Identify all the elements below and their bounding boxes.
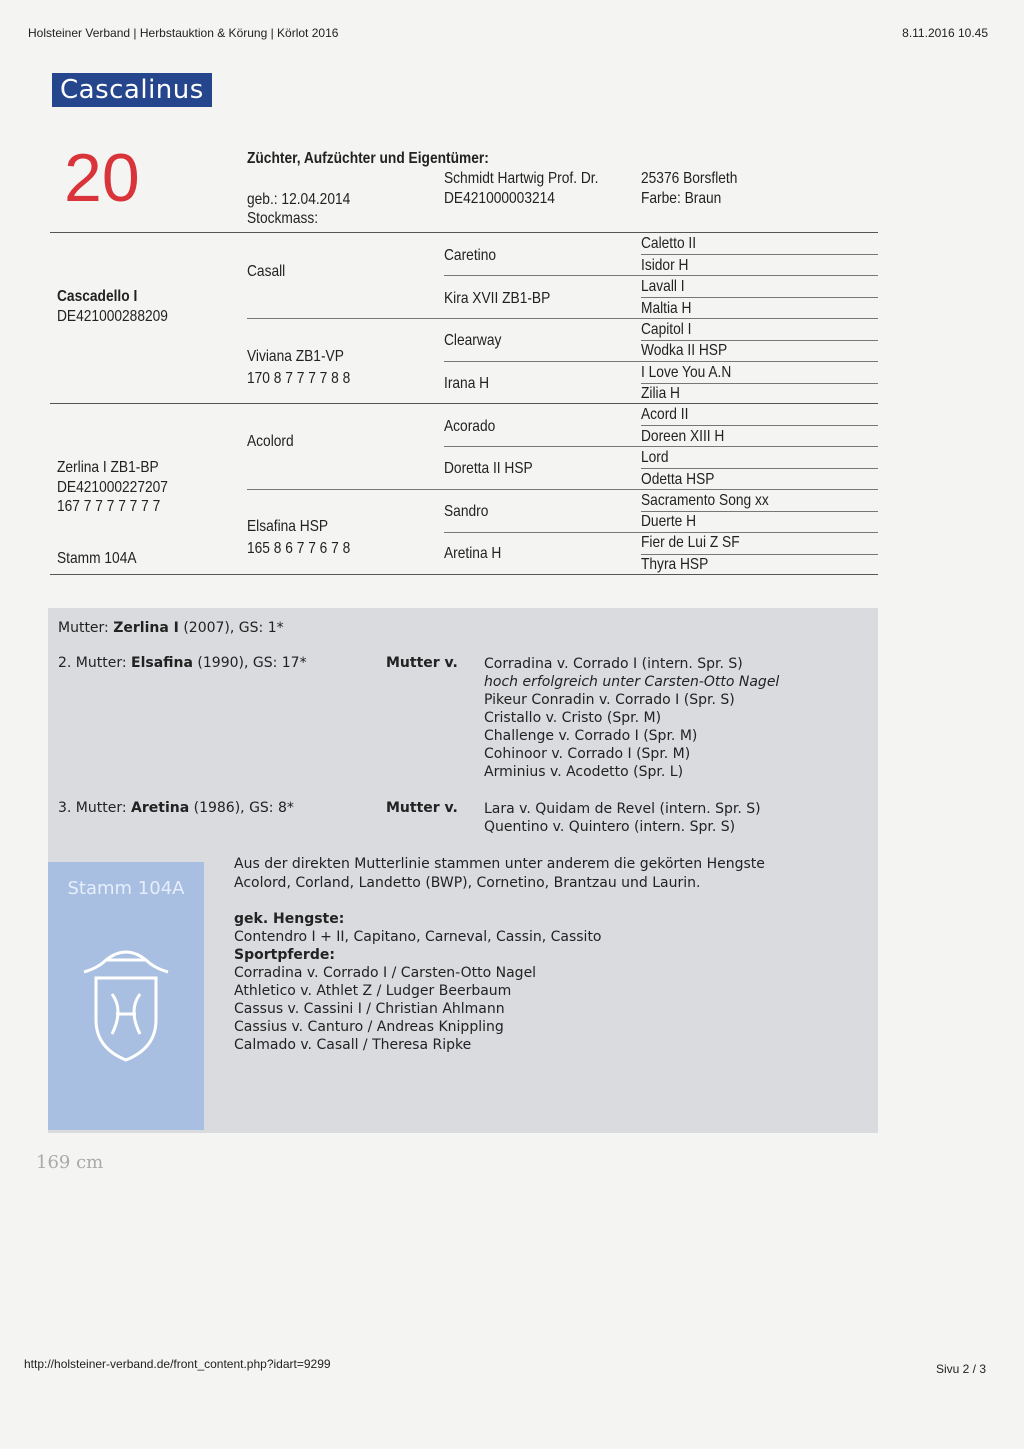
pedigree-mid-rule: [50, 403, 878, 404]
gen3-rule-1: [444, 275, 878, 276]
sire-dam-scores: 170 8 7 7 7 7 8 8: [247, 370, 351, 387]
gen4-entry: Lavall I: [641, 278, 685, 295]
gen4-entry: Capitol I: [641, 321, 692, 338]
ruler-text: 169 cm: [36, 1152, 104, 1173]
coat-color: Farbe: Braun: [641, 190, 722, 207]
breeder-label: Züchter, Aufzüchter und Eigentümer:: [247, 150, 489, 167]
gen4-entry: Maltia H: [641, 300, 692, 317]
stamm-details: [234, 910, 602, 1054]
gen3-entry: Kira XVII ZB1-BP: [444, 290, 551, 307]
gen4-entry: Fier de Lui Z SF: [641, 534, 740, 551]
gen4-entry: Thyra HSP: [641, 556, 709, 573]
gen4-rule-3: [641, 340, 878, 341]
dam-2-offspring-list: [484, 655, 779, 781]
gen4-entry: Caletto II: [641, 235, 697, 252]
gen3-rule-2: [444, 361, 878, 362]
pedigree-bottom-rule: [50, 574, 878, 575]
dam-3-line: 3. Mutter: Aretina (1986), GS: 8*: [58, 800, 294, 816]
offspring-item: Arminius v. Acodetto (Spr. L): [484, 764, 684, 780]
gen3-entry: Caretino: [444, 247, 497, 264]
gen3-entry: Aretina H: [444, 545, 502, 562]
dam-stamm: Stamm 104A: [57, 550, 137, 567]
gen4-entry: Acord II: [641, 406, 689, 423]
gen3-entry: Irana H: [444, 375, 490, 392]
sire-dam-name: Viviana ZB1-VP: [247, 348, 344, 365]
sport-horses-label: Sportpferde:: [234, 947, 335, 963]
pedigree-top-rule: [50, 232, 878, 233]
sire-id: DE421000288209: [57, 308, 168, 325]
sire-name: Cascadello I: [57, 288, 138, 305]
stallions-label: gek. Hengste:: [234, 911, 345, 927]
gen4-rule-2: [641, 297, 878, 298]
catalogue-number: 20: [64, 140, 140, 216]
sport-horse-item: Cassus v. Cassini I / Christian Ahlmann: [234, 1001, 505, 1017]
page-indicator: Sivu 2 / 3: [935, 1362, 986, 1376]
gen4-entry: Isidor H: [641, 257, 689, 274]
offspring-item: Corradina v. Corrado I (intern. Spr. S): [484, 656, 743, 672]
offspring-item: Lara v. Quidam de Revel (intern. Spr. S): [484, 801, 761, 817]
gen3-rule-4: [444, 532, 878, 533]
gen4-rule-4: [641, 383, 878, 384]
breeder-city: 25376 Borsfleth: [641, 170, 738, 187]
sport-horse-item: Athletico v. Athlet Z / Ludger Beerbaum: [234, 983, 512, 999]
gen2-rule-1: [247, 318, 878, 319]
gen4-rule-5: [641, 425, 878, 426]
dam-dam-name: Elsafina HSP: [247, 518, 329, 535]
dam-2-offspring-label: Mutter v.: [386, 655, 458, 671]
offspring-item: Pikeur Conradin v. Corrado I (Spr. S): [484, 692, 735, 708]
dam-3-offspring-label: Mutter v.: [386, 800, 458, 816]
sport-horse-item: Cassius v. Canturo / Andreas Knippling: [234, 1019, 504, 1035]
dam-id: DE421000227207: [57, 479, 168, 496]
gen2-rule-2: [247, 489, 878, 490]
dam-3-offspring-list: [484, 800, 761, 836]
gen4-entry: Odetta HSP: [641, 471, 715, 488]
horse-name: Cascalinus: [52, 73, 212, 107]
stockmass: Stockmass:: [247, 210, 319, 227]
gen3-entry: Acorado: [444, 418, 496, 435]
birth-date: geb.: 12.04.2014: [247, 191, 351, 208]
breeder-name: Schmidt Hartwig Prof. Dr.: [444, 170, 599, 187]
header-datetime: 8.11.2016 10.45: [902, 26, 988, 40]
dam-1-line: Mutter: Zerlina I (2007), GS: 1*: [58, 620, 284, 636]
stamm-intro-2: Acolord, Corland, Landetto (BWP), Cornetino, Brantzau und Laurin.: [234, 875, 701, 891]
holsteiner-crest-icon: [76, 948, 176, 1068]
gen4-entry: Zilia H: [641, 385, 680, 402]
gen4-entry: Duerte H: [641, 513, 697, 530]
sport-horse-item: Calmado v. Casall / Theresa Ripke: [234, 1037, 472, 1053]
gen3-entry: Sandro: [444, 503, 489, 520]
gen4-entry: Wodka II HSP: [641, 342, 728, 359]
gen4-entry: I Love You A.N: [641, 364, 732, 381]
dam-dam-scores: 165 8 6 7 7 6 7 8: [247, 540, 351, 557]
gen4-entry: Lord: [641, 449, 669, 466]
offspring-item: Challenge v. Corrado I (Spr. M): [484, 728, 698, 744]
gen4-rule-1: [641, 254, 878, 255]
footer-url[interactable]: http://holsteiner-verband.de/front_content.php?idart=9299: [24, 1357, 331, 1371]
stallions-list: Contendro I + II, Capitano, Carneval, Cassin, Cassito: [234, 929, 602, 945]
gen3-entry: Doretta II HSP: [444, 460, 533, 477]
gen4-entry: Doreen XIII H: [641, 428, 725, 445]
gen3-entry: Clearway: [444, 332, 502, 349]
stamm-intro-1: Aus der direkten Mutterlinie stammen unter anderem die gekörten Hengste: [234, 856, 765, 872]
gen4-rule-7: [641, 511, 878, 512]
dam-scores: 167 7 7 7 7 7 7 7: [57, 498, 161, 515]
life-number: DE421000003214: [444, 190, 555, 207]
dam-2-line: 2. Mutter: Elsafina (1990), GS: 17*: [58, 655, 307, 671]
offspring-item: Quentino v. Quintero (intern. Spr. S): [484, 819, 736, 835]
dam-sire: Acolord: [247, 433, 294, 450]
offspring-item: Cristallo v. Cristo (Spr. M): [484, 710, 662, 726]
sport-horse-item: Corradina v. Corrado I / Carsten-Otto Nagel: [234, 965, 537, 981]
stamm-title: Stamm 104A: [67, 878, 185, 899]
gen3-rule-3: [444, 446, 878, 447]
dam-name: Zerlina I ZB1-BP: [57, 459, 159, 476]
header-title: Holsteiner Verband | Herbstauktion & Körung | Körlot 2016: [28, 26, 339, 40]
gen4-rule-8: [641, 554, 878, 555]
offspring-item: Cohinoor v. Corrado I (Spr. M): [484, 746, 691, 762]
sire-sire: Casall: [247, 263, 286, 280]
gen4-rule-6: [641, 468, 878, 469]
offspring-note: hoch erfolgreich unter Carsten-Otto Nagel: [484, 674, 780, 690]
gen4-entry: Sacramento Song xx: [641, 492, 769, 509]
